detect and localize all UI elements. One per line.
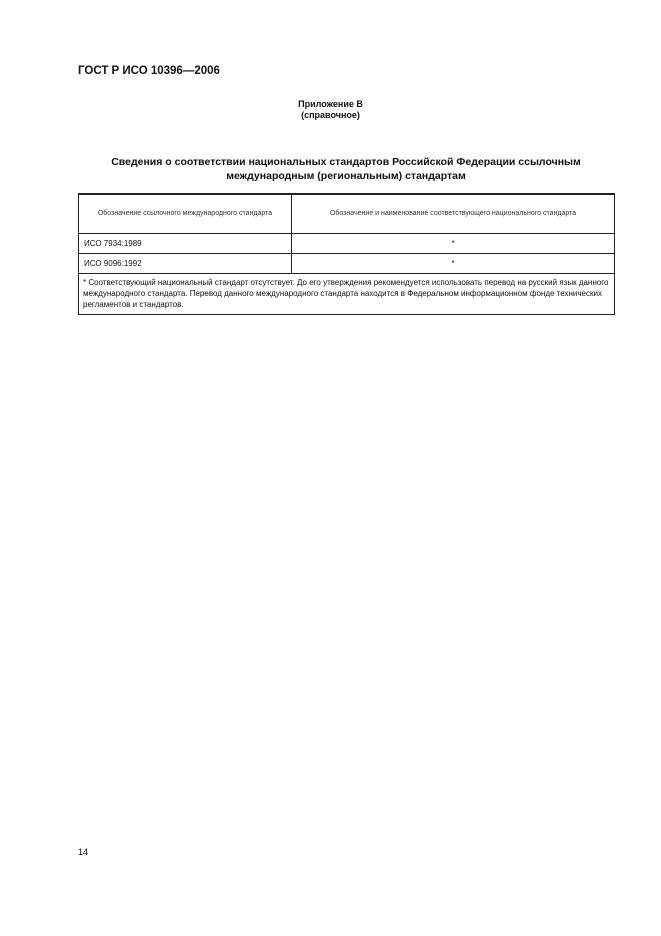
table-cell: * [292, 254, 615, 274]
table-row [79, 234, 615, 254]
page-number: 14 [78, 847, 89, 857]
table-row [79, 254, 615, 274]
annex-title: Приложение В [298, 99, 363, 109]
table-cell: * [292, 234, 615, 254]
annex-heading [0, 99, 661, 121]
column-header: Обозначение и наименование соответствующего национального стандарта [292, 194, 615, 234]
table-header-row [79, 194, 615, 234]
table-footnote: * Соответствующий национальный стандарт отсутствует. До его утверждения рекомендуется использовать перевод на русский язык данного международного стандарта. Перевод данного международного стандарта находится в Федеральном информационном фонде технических регламентов и стандартов. [79, 274, 615, 315]
table-footnote-row [79, 274, 615, 315]
section-title: Сведения о соответствии национальных стандартов Российской Федерации ссылочным международным (региональным) стандартам [111, 156, 581, 182]
table-cell: ИСО 7934:1989 [79, 234, 292, 254]
document-header: ГОСТ Р ИСО 10396—2006 [78, 65, 220, 77]
annex-subtitle: (справочное) [301, 110, 360, 120]
column-header: Обозначение ссылочного международного стандарта [79, 194, 292, 234]
table-cell: ИСО 9096:1992 [79, 254, 292, 274]
correspondence-table [78, 193, 615, 315]
